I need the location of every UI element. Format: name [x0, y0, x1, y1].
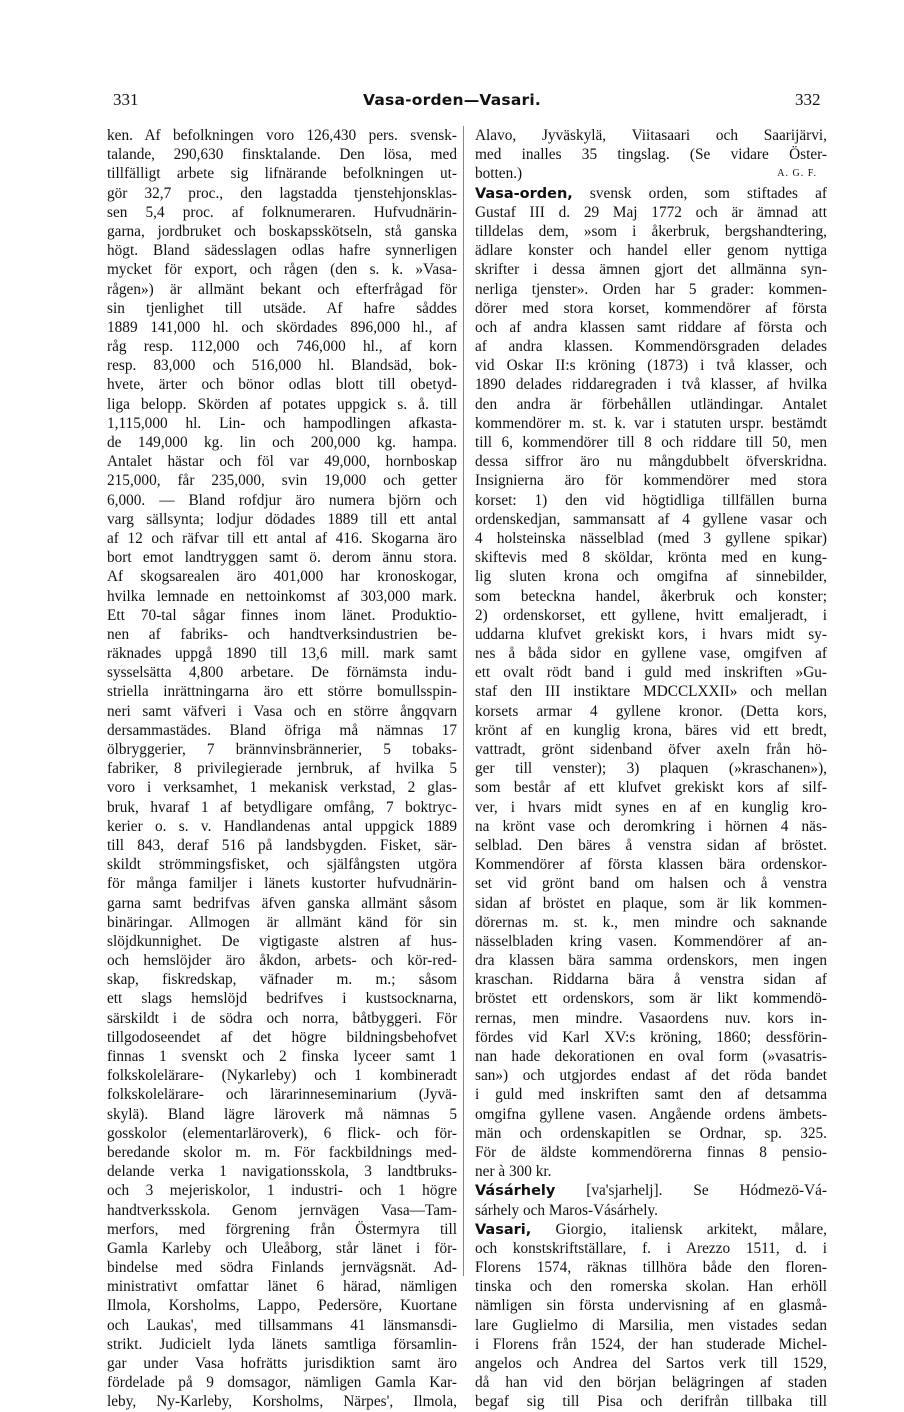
text-line: och hemslöjder äro åkdon, arbets- och kör-red- — [107, 952, 457, 970]
text-line: för många familjer i länets kustorter hufvudnärin- — [107, 875, 457, 893]
text-line: bindelse med södra Finlands jernvägsnät. Ad- — [107, 1259, 457, 1277]
text-line: ministrativt omfattar länet 6 härad, nämligen — [107, 1278, 457, 1296]
text-line: merfors, med förgrening från Östermyra till — [107, 1220, 457, 1238]
text-line: garna, jordbruket och boskapsskötseln, stå ganska — [107, 222, 457, 240]
text-line: tillgodoseendet af det högre bildningsbehofvet — [107, 1028, 457, 1046]
text-line: nämligen sin första undervisning af en glasmå- — [475, 1297, 827, 1315]
text-line: liga belopp. Skörden af potates uppgick s. å. till — [107, 395, 457, 413]
text-line: tilldelas dem, »som i åkerbruk, bergshandtering, — [475, 222, 827, 240]
text-line: gör 32,7 proc., den lagstadda tjenstehjonsklas- — [107, 184, 457, 202]
running-title: Vasa-orden—Vasari. — [363, 91, 541, 109]
text-line: Antalet hästar och föl var 49,000, hornboskap — [107, 453, 457, 471]
text-line: beredande skolor m. m. För fackbildnings med- — [107, 1143, 457, 1161]
text-line: särskildt i de södra och norra, båtbyggeri. För — [107, 1009, 457, 1027]
text-line: Ett 70-tal sågar finnes inom länet. Produktio- — [107, 606, 457, 624]
text-line: sidan af bröstet en plaque, som är lik kommen- — [475, 894, 827, 912]
text-line: ölbryggerier, 7 brännvinsbrännerier, 5 tobaks- — [107, 741, 457, 758]
text-line: tinska och den romerska skolan. Han erhöll — [475, 1278, 827, 1296]
text-line: finnas 1 svenskt och 2 finska lyceer samt 1 — [107, 1048, 457, 1065]
text-line: och konstskriftställare, f. i Arezzo 1511, d. i — [475, 1239, 827, 1257]
text-line: strikt. Judicielt lyda länets samtliga församlin- — [107, 1335, 457, 1353]
text-line: Gamla Karleby och Uleåborg, står länet i för- — [107, 1239, 457, 1257]
text-line: korset: 1) den vid högtidliga tillfällen burna — [475, 491, 827, 509]
right-page-number: 332 — [795, 90, 821, 109]
text-line: folkskolelärare- och lärarinneseminarium (Jyvä- — [107, 1086, 457, 1104]
entry-osterbotten-continuation — [475, 126, 827, 184]
text-line: då han vid den början belägringen af staden — [475, 1374, 827, 1392]
text-line: neri samt väfveri i Vasa och en större ångqvarn — [107, 702, 457, 720]
text-line: sin tjenlighet till utsäde. Af hafre såddes — [107, 299, 457, 317]
text-line: dörer med stora korset, kommendörer af första — [475, 299, 827, 317]
text-line: i Florens från 1524, der han studerade Michel- — [475, 1335, 827, 1353]
text-line — [475, 184, 827, 203]
text-line: lig sluten krona och omgifna af sinnebilder, — [475, 568, 827, 586]
text-line: delande verka 1 navigationsskola, 3 landtbruks- — [107, 1163, 457, 1181]
text-line: de 149,000 kg. lin och 200,000 kg. hampa. — [107, 434, 457, 451]
text-line: nan hade dekorationen en oval form (»vasatris- — [475, 1048, 827, 1065]
text-line: bort emot landtryggen samt ö. derom ännu stora. — [107, 549, 457, 567]
text-line: fabriker, 8 privilegierade jernbruk, af hvilka 5 — [107, 760, 457, 778]
text-line: ger till venster); 3) plaquen (»kraschanen»), — [475, 760, 827, 778]
text-line: och af andra klassen samt riddare af första och — [475, 318, 827, 336]
text-line: skap, fiskredskap, väfnader m. m.; såsom — [107, 971, 457, 989]
text-line: angelos och Andrea del Sartos verk till 1529, — [475, 1355, 827, 1372]
text-line: den andra är förbehållen utländingar. Antalet — [475, 395, 827, 413]
headword: Vasa-orden, — [475, 185, 573, 202]
text-line: ordenskedjan, sammansatt af 4 gyllene vasar och — [475, 510, 827, 528]
text-line: set vid grönt band om halsen och å venstra — [475, 875, 827, 893]
text-line: dörernas m. st. k., men mindre och saknande — [475, 913, 827, 931]
text-line: Ilmola, Korsholms, Lappo, Pedersöre, Kuortane — [107, 1297, 457, 1315]
text-line: selblad. Den bäres å venstra sidan af bröstet. — [475, 836, 827, 854]
text-line: gar under Vasa hofrätts jurisdiktion samt äro — [107, 1355, 457, 1372]
left-page-number: 331 — [113, 90, 139, 109]
text-line: sárhely och Maros-Vásárhely. — [475, 1201, 658, 1219]
text-line: och Laukas', med tillsammans 41 länsmansdi- — [107, 1316, 457, 1334]
text-line: skildt strömmingsfisket, och själfångsten utgöra — [107, 856, 457, 874]
text-line: till 6, kommendörer till 8 och riddare till 50, men — [475, 434, 827, 451]
text-line: gosskolor (elementarläroverk), 6 flick- och för- — [107, 1124, 457, 1142]
text-line: ver, i hvars midt synes en af en kunglig kro- — [475, 798, 827, 816]
text-line: talande, 290,630 finsktalande. Den lösa, med — [107, 146, 457, 164]
text-line: kerier o. s. v. Handlandenas antal uppgick 1889 — [107, 817, 457, 835]
text-line: uddarna klufvet grekiskt kors, i hvars midt sy- — [475, 625, 827, 643]
text-line: män och ordenskapitlen se Ordnar, sp. 325. — [475, 1124, 827, 1142]
text-line: skylä). Bland lägre läroverk må nämnas 5 — [107, 1105, 457, 1123]
text-line: Af skogsarealen äro 401,000 har kronoskogar, — [107, 568, 457, 586]
text-line: omgifna gyllene vasen. Angående ordens ämbets- — [475, 1105, 827, 1123]
text-line — [475, 164, 827, 183]
text-line: fördelade på 9 domsagor, nämligen Gamla Kar- — [107, 1374, 457, 1392]
text-line — [475, 1220, 827, 1239]
entry-vasa-orden — [475, 184, 827, 1182]
text-line: ett slags hemslöjd bedrifves i kustsocknarna, — [107, 990, 457, 1008]
text-line: nässelbladen kring vasen. Kommendörer af an- — [475, 932, 827, 950]
text-line: voro i verksamhet, 1 mekanisk verkstad, 2 glas- — [107, 779, 457, 797]
text-line: Alavo, Jyväskylä, Viitasaari och Saarijärvi, — [475, 127, 827, 144]
text-line: För de äldste kommendörerna finnas 8 pensio- — [475, 1143, 827, 1161]
text-line: med inalles 35 tingslag. (Se vidare Öster- — [475, 146, 827, 164]
text-line: striella inrättningarna äro ett större bomullsspin- — [107, 683, 457, 701]
text-line: 1890 delades riddaregraden i två klasser, af hvilka — [475, 376, 827, 394]
text-line: tillfälligt arbete sig lifnärande befolkningen ut- — [107, 165, 457, 183]
text-line: ken. Af befolkningen voro 126,430 pers. svensk- — [107, 127, 457, 144]
text-line: begaf sig till Pisa och derifrån tillbaka till — [475, 1393, 827, 1411]
text-line: dra klassen bära samma ordenskors, men ingen — [475, 952, 827, 970]
text-line: i guld med inskriften samt den af detsamma — [475, 1086, 827, 1104]
headword: Vasari, — [475, 1221, 532, 1238]
text-line: rernas, men mindre. Vasaordens nuv. kors in- — [475, 1009, 827, 1027]
text-line: ädlare konster och handel eller genom nyttiga — [475, 242, 827, 260]
text-line: varg sällsynta; lodjur dödades 1889 till ett antal — [107, 510, 457, 528]
text-line: som består af ett klufvet grekiskt kors af silf- — [475, 779, 827, 797]
entry-body — [475, 203, 827, 1162]
column-divider — [463, 126, 464, 1276]
text-line: hvete, ärter och bönor odlas blott till obetyd- — [107, 376, 457, 394]
text-line: folkskolelärare- (Nykarleby) och 1 kombineradt — [107, 1067, 457, 1085]
text-line: 4 holsteinska nässelblad (med 3 gyllene spikar) — [475, 529, 827, 547]
text-line: bruk, hvaraf 1 af betydligare omfång, 7 boktryc- — [107, 798, 457, 816]
text-line: lare Guglielmo di Marsilia, men vistades sedan — [475, 1316, 827, 1334]
text-line: skiftevis med 8 sköldar, krönta med en kung- — [475, 549, 827, 567]
text-line: fördes vid Karl XV:s kröning, 1860; dessförin- — [475, 1028, 827, 1046]
text-line: krönt af en kunglig krona, bäres vid ett bredt, — [475, 721, 827, 739]
text-line: räknades uppgå 1890 till 13,6 mill. mark samt — [107, 645, 457, 663]
text-line: garna samt bedrifvas äfven ganska allmänt såsom — [107, 894, 457, 912]
author-signature: A. G. F. — [777, 168, 817, 180]
text-line: af andra klassen. Kommendörsgraden delades — [475, 338, 827, 356]
text-line: nerliga tjenster». Orden har 5 grader: kommen- — [475, 280, 827, 298]
text-line: dessa siffror äro nu mångdubbelt öfverskridna. — [475, 453, 827, 471]
text-fragment: Giorgio, italiensk arkitekt, målare, — [555, 1220, 827, 1238]
text-line: 1,115,000 hl. Lin- och hampodlingen afkasta- — [107, 414, 457, 432]
text-fragment: [va'sjarhelj]. Se Hódmezö-Vá- — [586, 1182, 827, 1200]
text-line: 2) ordenskorset, ett gyllene, hvitt emaljeradt, i — [475, 606, 827, 624]
text-line: resp. 83,000 och 516,000 hl. Blandsäd, bok- — [107, 357, 457, 375]
text-line: dersammastädes. Bland öfriga må nämnas 17 — [107, 721, 457, 739]
text-line: ett ovalt rödt band i guld med inskriften »Gu- — [475, 664, 827, 682]
text-line: leby, Ny-Karleby, Korsholms, Närpes', Ilmola, — [107, 1393, 457, 1411]
text-line: 6,000. — Bland rofdjur äro numera björn och — [107, 491, 457, 509]
text-line: 215,000, får 235,000, svin 19,000 och getter — [107, 472, 457, 490]
text-line: Florens 1574, räknas tillhöra både den floren- — [475, 1259, 827, 1277]
text-line: skrifter i dessa ämnen gjort det allmänna syn- — [475, 261, 827, 279]
text-line: staf den III instiktare MDCCLXXII» och mellan — [475, 683, 827, 701]
text-fragment: botten.) — [475, 165, 523, 183]
text-line: mycket för export, och rågen (den s. k. »Vasa- — [107, 261, 457, 279]
text-line: och 3 mejeriskolor, 1 industri- och 1 högre — [107, 1182, 457, 1200]
text-line: hvilka lemnade en nettoinkomst af 303,000 mark. — [107, 587, 457, 605]
text-line: binäringar. Allmogen är allmänt känd för sin — [107, 913, 457, 931]
right-column — [475, 126, 827, 1412]
text-line: bröstet ett ordenskors, som är likt kommendö- — [475, 990, 827, 1008]
text-line: kommendörer m. st. k. var i statuten urspr. bestämdt — [475, 414, 827, 432]
text-line: ner à 300 kr. — [475, 1163, 552, 1181]
headword: Vásárhely — [475, 1183, 556, 1200]
text-line: af 12 och räfvar till ett antal af 416. Skogarna äro — [107, 529, 457, 547]
left-column — [107, 126, 457, 1412]
text-line: nes å båda sidor en gyllene vase, omgifven af — [475, 645, 827, 663]
text-line: korsets armar 4 gyllene kronor. (Detta kors, — [475, 702, 827, 720]
entry-vasarhely — [475, 1181, 827, 1219]
text-line: vid Oskar II:s kröning (1873) i två klasser, och — [475, 357, 827, 375]
text-line: rågen») är allmänt bekant och efterfrågad för — [107, 280, 457, 298]
text-line: sysselsätta 4,800 arbetare. De förnämsta indu- — [107, 664, 457, 682]
text-line: Gustaf III d. 29 Maj 1772 och är ämnad att — [475, 203, 827, 221]
text-fragment: svensk orden, som stiftades af — [589, 184, 827, 202]
text-line: råg resp. 112,000 och 746,000 hl., af korn — [107, 338, 457, 356]
text-line: som beteckna handel, åkerbruk och konster; — [475, 587, 827, 605]
text-line: Insignierna äro för kommendörer med stora — [475, 472, 827, 490]
text-line: na krönt vase och deromkring i hörnen 4 näs- — [475, 817, 827, 835]
text-line: handtverksskola. Genom jernvägen Vasa—Tam- — [107, 1201, 457, 1219]
text-line: slöjdkunnighet. De vigtigaste alstren af hus- — [107, 932, 457, 950]
text-line: till 843, deraf 516 på landsbygden. Fisket, sär- — [107, 836, 457, 854]
text-line: san») och utgjordes endast af det röda bandet — [475, 1067, 827, 1085]
text-line: vattradt, grönt sidenband öfver axeln från hö- — [475, 741, 827, 758]
text-line: nen af fabriks- och handtverksindustrien be- — [107, 625, 457, 643]
text-line: Kommendörer af första klassen bära ordenskor- — [475, 856, 827, 874]
text-line: högt. Bland sädesslagen odlas hafre synnerligen — [107, 242, 457, 260]
entry-vasari — [475, 1220, 827, 1412]
text-line: sen 5,4 proc. af folknumeraren. Hufvudnärin- — [107, 203, 457, 221]
text-line — [475, 1181, 827, 1200]
entry-body — [475, 1239, 827, 1412]
text-line: 1889 141,000 hl. och skördades 896,000 hl., af — [107, 318, 457, 336]
text-line: kraschan. Riddarna bära å venstra sidan af — [475, 971, 827, 989]
